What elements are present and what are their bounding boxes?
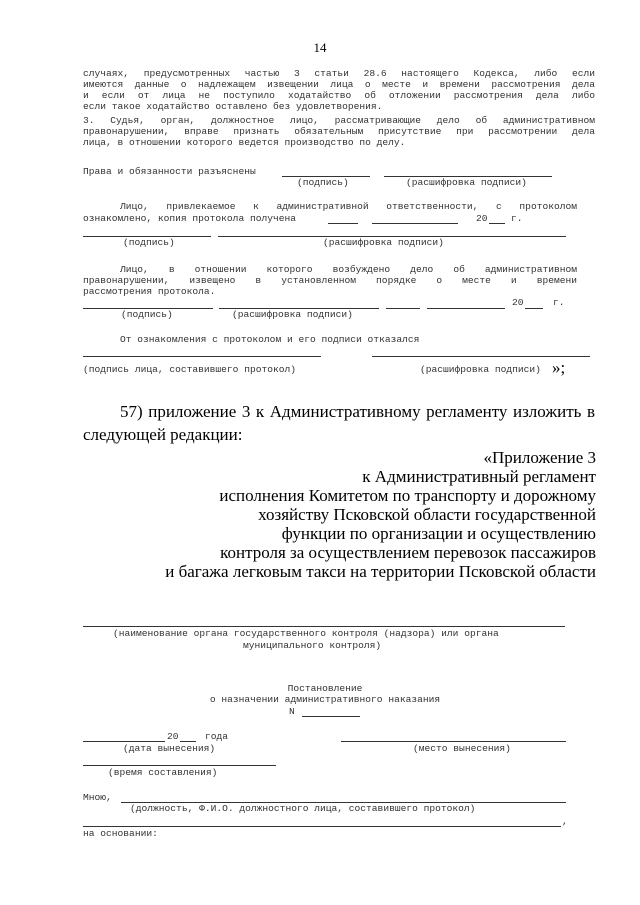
basis-label: на основании: — [83, 828, 158, 839]
day-line — [386, 308, 420, 309]
year-line — [180, 741, 196, 742]
decode-caption: (расшифровка подписи) — [406, 177, 527, 188]
form-subtitle: о назначении административного наказания — [209, 694, 441, 705]
appendix-line: функции по организации и осуществлению — [281, 524, 596, 543]
official-line-2 — [83, 826, 561, 827]
official-caption: (должность, Ф.И.О. должностного лица, составившего протокол) — [130, 803, 476, 814]
text-line: лица, в отношении которого ведется производство по делу. — [83, 137, 406, 148]
text-line: имеются данные о надлежащем извещении лица о месте и времени рассмотрения дела — [83, 79, 595, 90]
year-line — [489, 223, 505, 224]
text-line: правонарушении, вправе признать обязательным присутствие при рассмотрении дела — [83, 126, 595, 137]
year-prefix: 20 — [512, 297, 524, 308]
text-line: если такое ходатайство оставлено без удовлетворения. — [83, 101, 383, 112]
appendix-line: хозяйству Псковской области государственной — [258, 505, 596, 524]
text-line: Лицо, привлекаемое к административной ответственности, с протоколом — [120, 201, 577, 212]
decode-caption: (расшифровка подписи) — [232, 309, 353, 320]
date-line — [83, 741, 165, 742]
org-caption: муниципального контроля) — [243, 640, 382, 651]
appendix-line: «Приложение 3 — [483, 448, 596, 467]
signature-caption: (подпись) — [297, 177, 349, 188]
decode-line — [372, 356, 590, 357]
org-name-line — [83, 626, 565, 627]
text-line: рассмотрения протокола. — [83, 286, 216, 297]
time-line — [83, 765, 276, 766]
month-line — [427, 308, 505, 309]
day-line — [328, 223, 358, 224]
year-prefix: 20 — [476, 213, 488, 224]
year-prefix: 20 — [167, 731, 179, 742]
place-caption: (место вынесения) — [413, 743, 511, 754]
org-caption: (наименование органа государственного контроля (надзора) или органа — [113, 628, 499, 639]
time-caption: (время составления) — [108, 767, 218, 778]
refusal-text: От ознакомления с протоколом и его подписи отказался — [120, 334, 420, 345]
decode-caption: (расшифровка подписи) — [323, 237, 444, 248]
signature-caption: (подпись) — [123, 237, 175, 248]
comma: , — [562, 816, 568, 827]
me-label: Мною, — [83, 792, 112, 803]
appendix-line: исполнения Комитетом по транспорту и дорожному — [219, 486, 596, 505]
date-caption: (дата вынесения) — [123, 743, 216, 754]
text-line: правонарушении, извещено в установленном порядке о месте и времени — [83, 275, 577, 286]
appendix-line: и багажа легковым такси на территории Псковской области — [165, 562, 596, 581]
text-line: Лицо, в отношении которого возбуждено дело об административном — [120, 264, 577, 275]
year-suffix: г. — [511, 213, 523, 224]
decode-caption: (расшифровка подписи) — [420, 364, 541, 375]
page-number: 14 — [313, 40, 327, 55]
signature-caption: (подпись) — [121, 309, 173, 320]
signature-caption: (подпись лица, составившего протокол) — [83, 364, 297, 375]
item-57-line: следующей редакции: — [83, 425, 243, 444]
text-line: ознакомлено, копия протокола получена — [83, 213, 297, 224]
appendix-line: к Административный регламент — [362, 467, 596, 486]
appendix-line: контроля за осуществлением перевозок пассажиров — [220, 543, 596, 562]
form-title: Постановление — [287, 683, 363, 694]
number-line — [302, 716, 360, 717]
item-57-line: 57) приложение 3 к Административному регламенту изложить в — [120, 402, 595, 421]
text-line: случаях, предусмотренных частью 3 статьи 28.6 настоящего Кодекса, либо если — [83, 68, 595, 79]
closing-quote: »; — [552, 358, 566, 377]
year-line — [525, 308, 543, 309]
number-label: N — [289, 706, 295, 717]
year-suffix: года — [205, 731, 229, 742]
rights-label: Права и обязанности разъяснены — [83, 166, 256, 177]
text-line: 3. Судья, орган, должностное лицо, рассматривающие дело об административном — [83, 115, 595, 126]
text-line: и если от лица не поступило ходатайство об отложении рассмотрения дела либо — [83, 90, 595, 101]
place-line — [341, 741, 566, 742]
month-line — [372, 223, 458, 224]
year-suffix: г. — [553, 297, 565, 308]
signature-line — [83, 356, 321, 357]
